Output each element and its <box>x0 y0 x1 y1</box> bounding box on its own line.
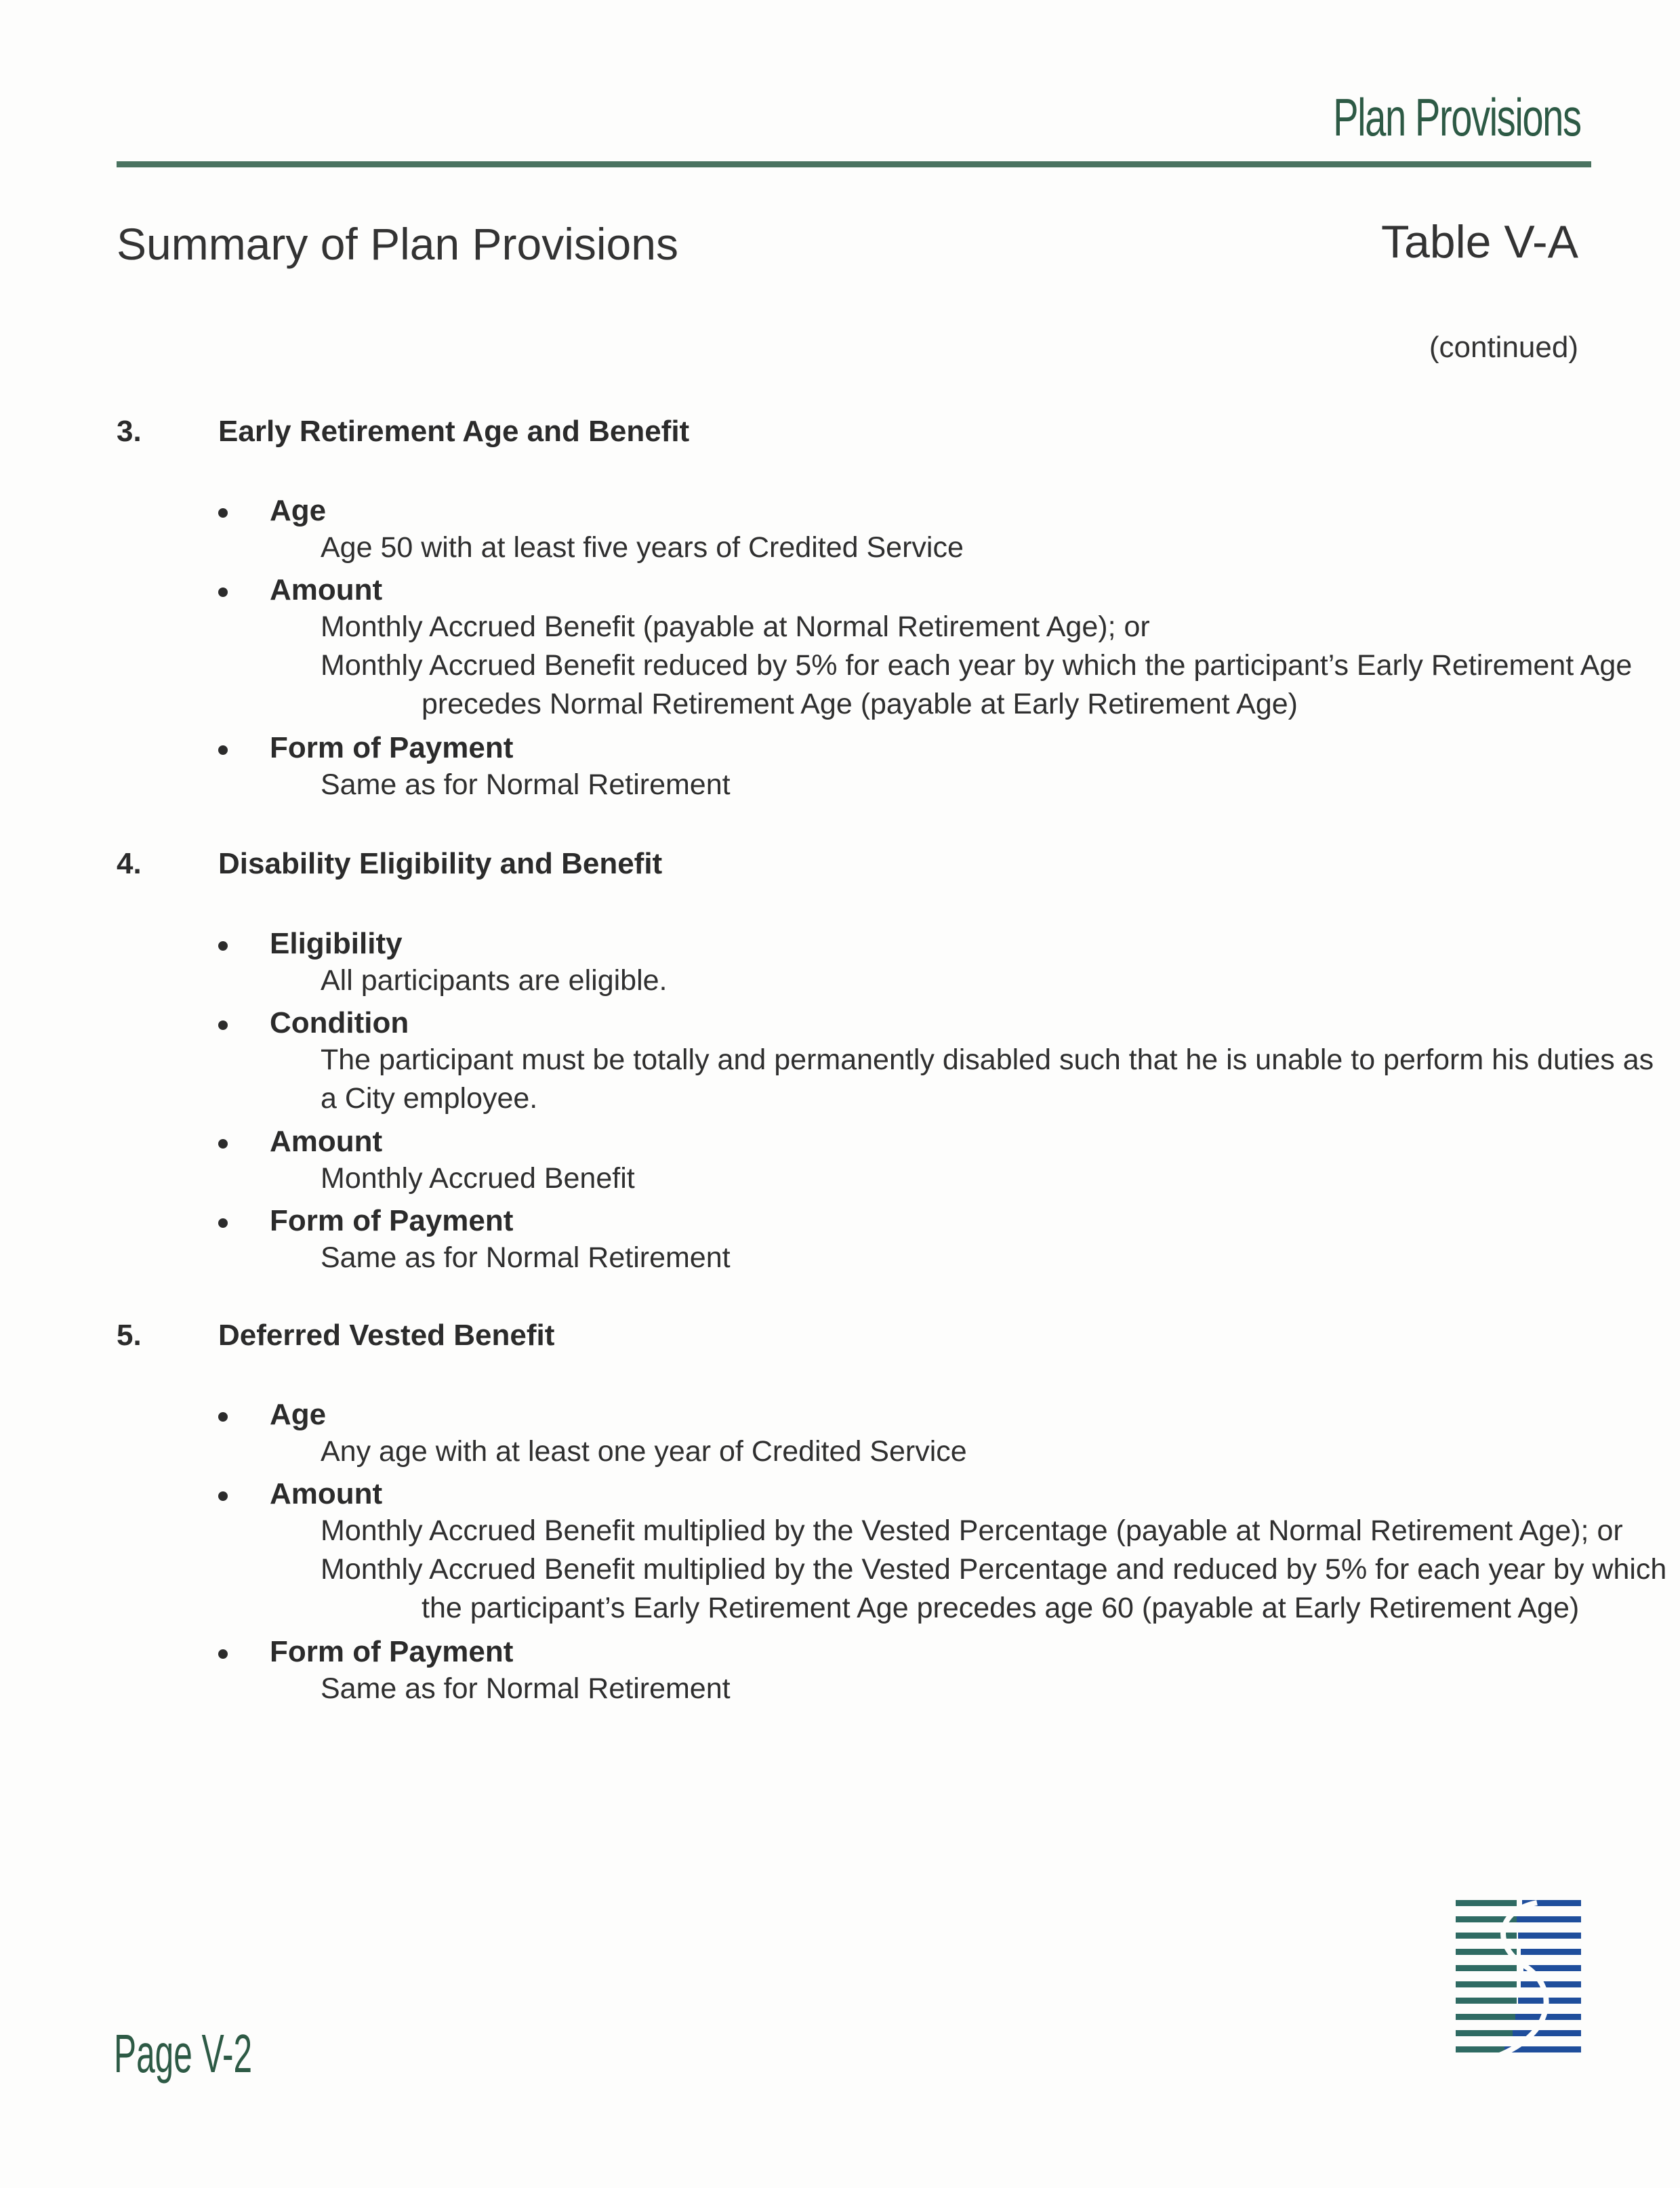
item-label-form-of-payment: Form of Payment <box>270 1635 514 1668</box>
bullet-icon <box>218 508 228 518</box>
item-label-condition: Condition <box>270 1006 409 1039</box>
item-text: Same as for Normal Retirement <box>321 768 731 801</box>
item-text: Monthly Accrued Benefit multiplied by the Vested Percentage and reduced by 5% for each year by which <box>321 1553 1667 1586</box>
section-title-early-retirement: Early Retirement Age and Benefit <box>218 415 690 448</box>
bullet-icon <box>218 1020 228 1030</box>
item-label-age: Age <box>270 1398 327 1431</box>
bullet-icon <box>218 941 228 951</box>
bullet-icon <box>218 1139 228 1149</box>
header-section-title: Plan Provisions <box>1333 87 1581 147</box>
continued-note: (continued) <box>1429 331 1578 364</box>
item-label-form-of-payment: Form of Payment <box>270 1204 514 1237</box>
item-text: Monthly Accrued Benefit multiplied by the Vested Percentage (payable at Normal Retirement Age); or <box>321 1514 1623 1547</box>
bullet-icon <box>218 745 228 755</box>
item-text: Same as for Normal Retirement <box>321 1672 731 1705</box>
item-text: the participant’s Early Retirement Age precedes age 60 (payable at Early Retirement Age) <box>422 1592 1580 1624</box>
bullet-icon <box>218 587 228 597</box>
section-title-deferred-vested: Deferred Vested Benefit <box>218 1319 555 1352</box>
header-divider <box>117 161 1591 167</box>
item-label-amount: Amount <box>270 573 383 606</box>
table-reference: Table V-A <box>1380 216 1578 268</box>
bullet-icon <box>218 1649 228 1659</box>
item-text: Same as for Normal Retirement <box>321 1241 731 1274</box>
item-label-form-of-payment: Form of Payment <box>270 731 514 764</box>
item-label-amount: Amount <box>270 1125 383 1158</box>
item-text: The participant must be totally and permanently disabled such that he is unable to perform his duties as <box>321 1044 1654 1076</box>
bullet-icon <box>218 1491 228 1501</box>
section-number: 5. <box>117 1319 142 1352</box>
item-text: a City employee. <box>321 1082 538 1115</box>
company-logo-icon <box>1456 1897 1581 2063</box>
item-text: Age 50 with at least five years of Credited Service <box>321 531 964 564</box>
bullet-icon <box>218 1412 228 1422</box>
item-text: Monthly Accrued Benefit (payable at Normal Retirement Age); or <box>321 611 1150 643</box>
item-label-age: Age <box>270 494 327 527</box>
item-text: precedes Normal Retirement Age (payable at Early Retirement Age) <box>422 688 1298 720</box>
section-number: 4. <box>117 847 142 880</box>
item-text: Monthly Accrued Benefit reduced by 5% for each year by which the participant’s Early Retirement Age <box>321 649 1633 682</box>
section-number: 3. <box>117 415 142 448</box>
item-label-amount: Amount <box>270 1477 383 1510</box>
item-text: Any age with at least one year of Credited Service <box>321 1435 967 1468</box>
section-title-disability: Disability Eligibility and Benefit <box>218 847 663 880</box>
document-title: Summary of Plan Provisions <box>117 219 678 269</box>
page-number: Page V-2 <box>114 2023 253 2084</box>
item-label-eligibility: Eligibility <box>270 927 403 960</box>
bullet-icon <box>218 1218 228 1228</box>
item-text: All participants are eligible. <box>321 964 668 997</box>
item-text: Monthly Accrued Benefit <box>321 1162 635 1195</box>
